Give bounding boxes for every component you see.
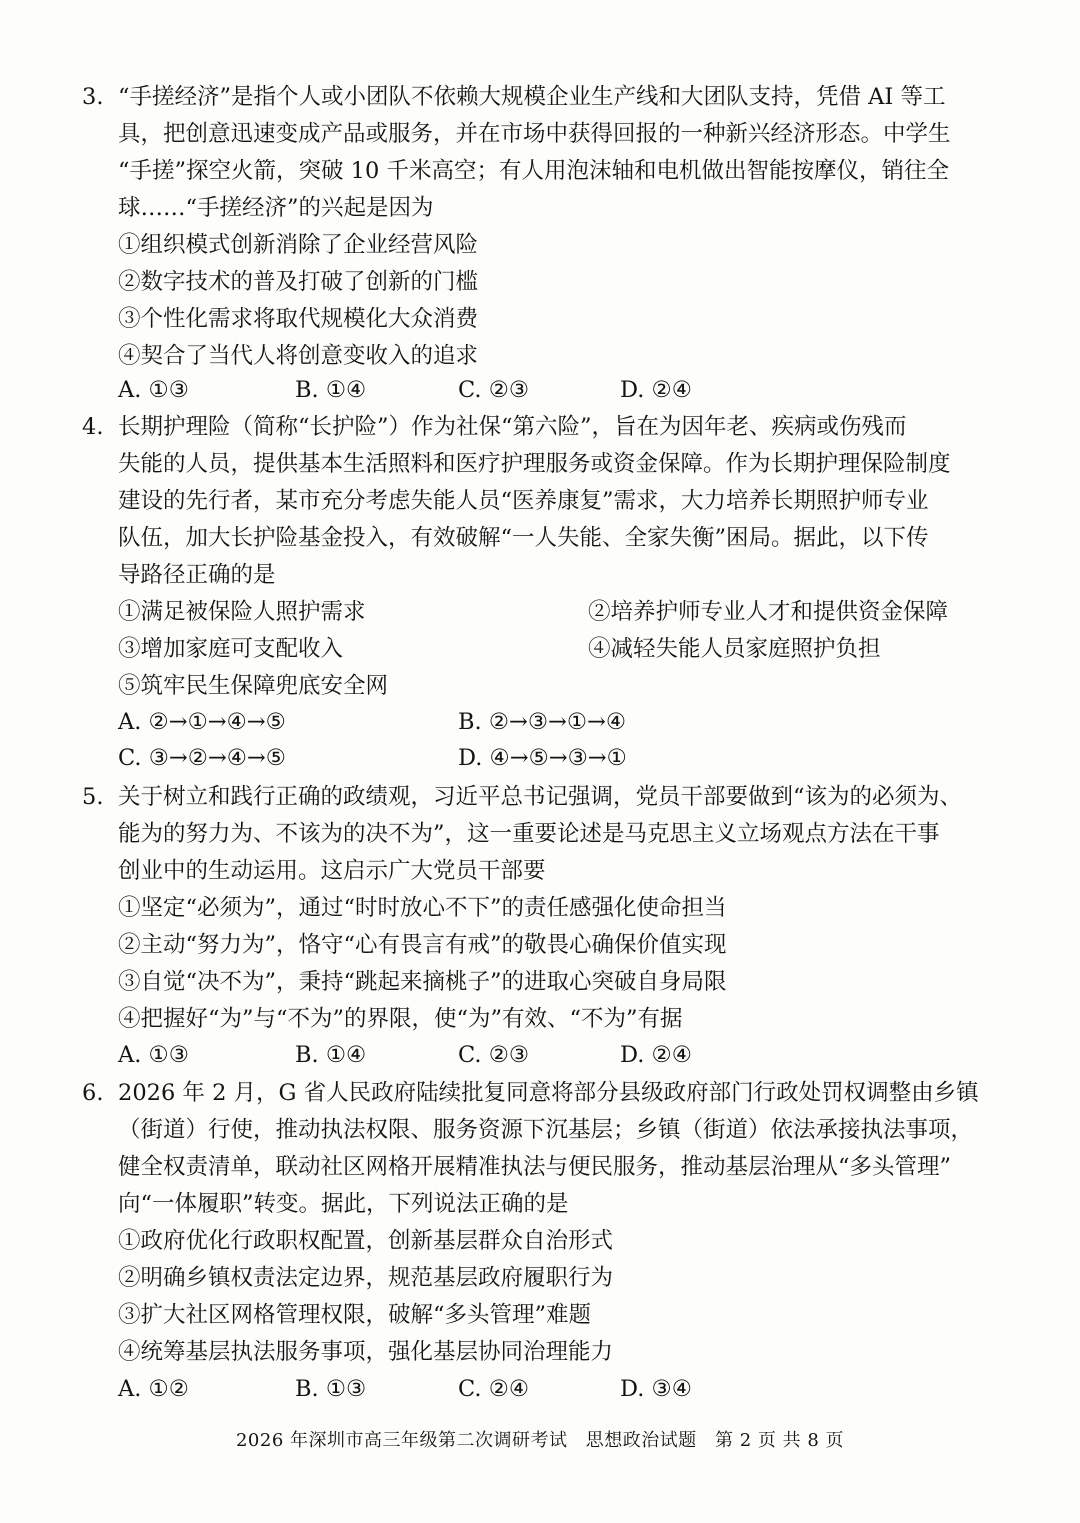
q6-item: ④统筹基层执法服务事项，强化基层协同治理能力 — [118, 1339, 614, 1365]
footer-exam-title: 2026 年深圳市高三年级第二次调研考试 — [235, 1430, 568, 1451]
q4-stem-line: 长期护理险（简称“长护险”）作为社保“第六险”，旨在为因年老、疾病或伤残而 — [118, 414, 907, 440]
q6-choice-b: B. ①③ — [295, 1376, 367, 1402]
q6-number: 6. — [82, 1080, 104, 1106]
q4-item: ③增加家庭可支配收入 — [118, 636, 344, 662]
q5-item: ③自觉“决不为”，秉持“跳起来摘桃子”的进取心突破自身局限 — [118, 969, 727, 995]
q6-item: ①政府优化行政职权配置，创新基层群众自治形式 — [118, 1228, 614, 1254]
q5-item: ②主动“努力为”，恪守“心有畏言有戒”的敬畏心确保价值实现 — [118, 932, 727, 958]
q6-choice-c: C. ②④ — [458, 1376, 530, 1402]
q3-choice-a: A. ①③ — [118, 377, 189, 403]
q6-stem-line: 向“一体履职”转变。据此，下列说法正确的是 — [118, 1191, 569, 1217]
q3-item: ②数字技术的普及打破了创新的门槛 — [118, 269, 479, 295]
q4-item: ④减轻失能人员家庭照护负担 — [588, 636, 881, 662]
q3-number: 3. — [82, 84, 104, 110]
q4-stem-line: 队伍，加大长护险基金投入，有效破解“一人失能、全家失衡”困局。据此，以下传 — [118, 525, 929, 551]
q5-stem-line: 关于树立和践行正确的政绩观，习近平总书记强调，党员干部要做到“该为的必须为、 — [118, 784, 963, 810]
q3-stem-line: “手搓”探空火箭，突破 10 千米高空；有人用泡沫轴和电机做出智能按摩仪，销往全 — [118, 158, 949, 184]
q5-choice-b: B. ①④ — [295, 1042, 367, 1068]
q4-stem-line: 导路径正确的是 — [118, 562, 276, 588]
q3-item: ③个性化需求将取代规模化大众消费 — [118, 306, 479, 332]
q5-stem-line: 创业中的生动运用。这启示广大党员干部要 — [118, 858, 546, 884]
q4-choice-d: D. ④→⑤→③→① — [458, 745, 627, 771]
q5-number: 5. — [82, 784, 104, 810]
q3-item: ①组织模式创新消除了企业经营风险 — [118, 232, 479, 258]
q6-stem-line: 健全权责清单，联动社区网格开展精准执法与便民服务，推动基层治理从“多头管理” — [118, 1154, 952, 1180]
q4-choice-b: B. ②→③→①→④ — [458, 709, 627, 735]
q4-item: ⑤筑牢民生保障兜底安全网 — [118, 673, 389, 699]
q6-item: ③扩大社区网格管理权限，破解“多头管理”难题 — [118, 1302, 592, 1328]
q3-choice-d: D. ②④ — [620, 377, 692, 403]
q3-stem-line: “手搓经济”是指个人或小团队不依赖大规模企业生产线和大团队支持，凭借 AI 等工 — [118, 84, 946, 110]
q4-choice-c: C. ③→②→④→⑤ — [118, 745, 286, 771]
q6-stem-line: 2026 年 2 月，G 省人民政府陆续批复同意将部分县级政府部门行政处罚权调整由乡镇 — [118, 1080, 979, 1106]
q5-choice-d: D. ②④ — [620, 1042, 692, 1068]
q5-stem-line: 能为的努力为、不该为的决不为”，这一重要论述是马克思主义立场观点方法在干事 — [118, 821, 940, 847]
q4-item: ②培养护师专业人才和提供资金保障 — [588, 599, 949, 625]
q4-item: ①满足被保险人照护需求 — [118, 599, 366, 625]
q5-choice-c: C. ②③ — [458, 1042, 530, 1068]
q5-choice-a: A. ①③ — [118, 1042, 189, 1068]
q6-choice-d: D. ③④ — [620, 1376, 692, 1402]
footer-subject: 思想政治试题 — [585, 1430, 697, 1451]
q6-choice-a: A. ①② — [118, 1376, 189, 1402]
q5-item: ①坚定“必须为”，通过“时时放心不下”的责任感强化使命担当 — [118, 895, 727, 921]
q3-choice-b: B. ①④ — [295, 377, 367, 403]
q3-item: ④契合了当代人将创意变收入的追求 — [118, 343, 479, 369]
q4-choice-a: A. ②→①→④→⑤ — [118, 709, 286, 735]
q6-stem-line: （街道）行使，推动执法权限、服务资源下沉基层；乡镇（街道）依法承接执法事项， — [118, 1117, 974, 1143]
q6-item: ②明确乡镇权责法定边界，规范基层政府履职行为 — [118, 1265, 614, 1291]
q4-number: 4. — [82, 414, 104, 440]
q3-choice-c: C. ②③ — [458, 377, 530, 403]
q4-stem-line: 失能的人员，提供基本生活照料和医疗护理服务或资金保障。作为长期护理保险制度 — [118, 451, 951, 477]
footer-page-number: 第 2 页 共 8 页 — [714, 1430, 844, 1451]
q5-item: ④把握好“为”与“不为”的界限，使“为”有效、“不为”有据 — [118, 1006, 683, 1032]
q3-stem-line: 具，把创意迅速变成产品或服务，并在市场中获得回报的一种新兴经济形态。中学生 — [118, 121, 951, 147]
page-footer — [0, 1428, 1080, 1454]
q4-stem-line: 建设的先行者，某市充分考虑失能人员“医养康复”需求，大力培养长期照护师专业 — [118, 488, 929, 514]
q3-stem-line: 球……“手搓经济”的兴起是因为 — [118, 195, 434, 221]
